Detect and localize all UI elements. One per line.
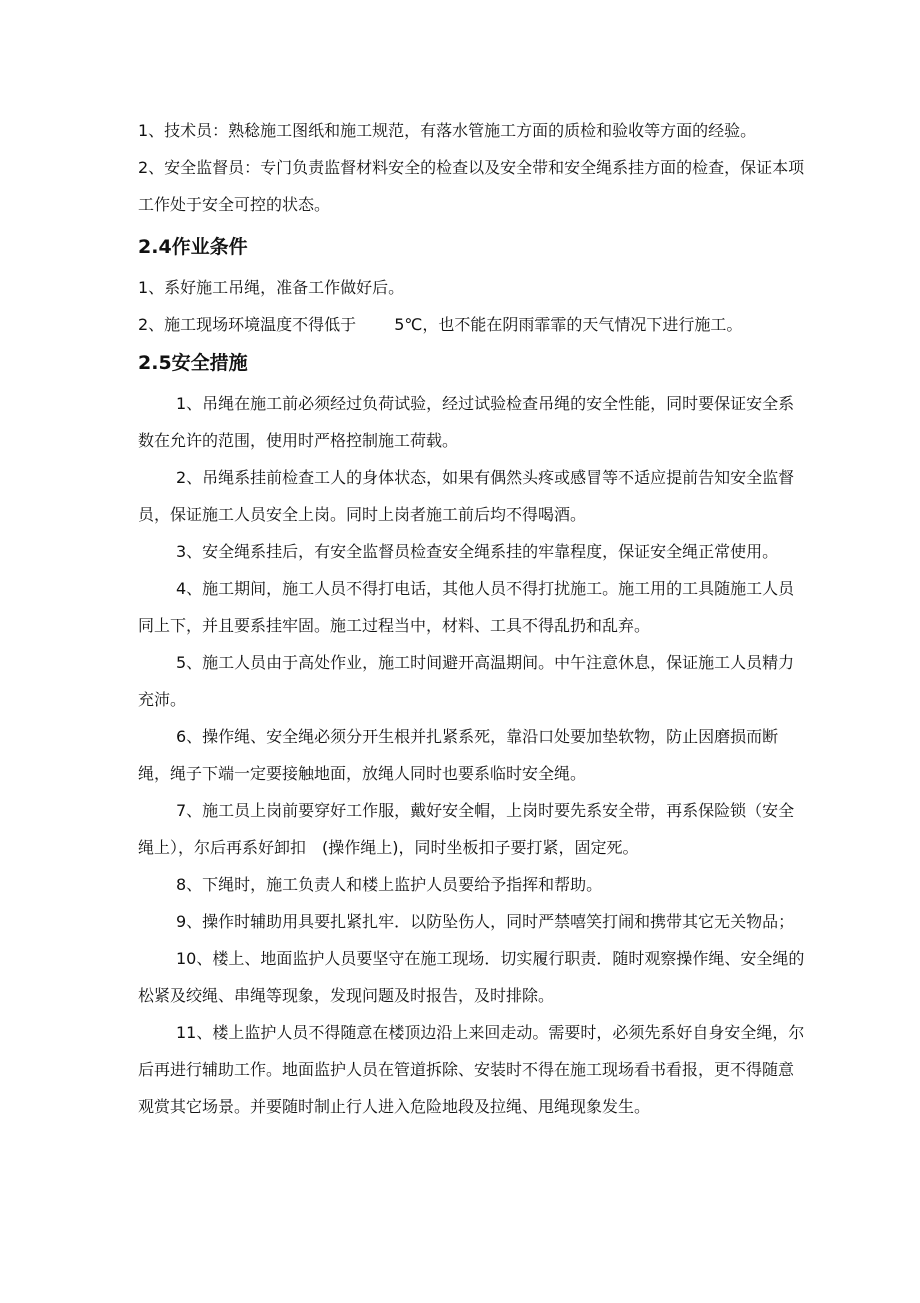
condition-item-2-part-a: 2、施工现场环境温度不得低于: [138, 315, 357, 334]
condition-item-2-part-b: 5℃，也不能在阴雨霏霏的天气情况下进行施工。: [394, 315, 743, 334]
measure-item-3: 3、安全绳系挂后，有安全监督员检查安全绳系挂的牢靠程度，保证安全绳正常使用。: [176, 542, 779, 561]
measure-item-7: 7、施工员上岗前要穿好工作服，戴好安全帽，上岗时要先系安全带，再系保险锁（安全绳上），尔后再系好卸扣 (操作绳上)，同时坐板扣子要打紧，固定死。: [138, 801, 795, 857]
section-heading-2-4: 2.4作业条件: [138, 236, 248, 258]
measure-item-6: 6、操作绳、安全绳必须分开生根并扎紧系死，靠沿口处要加垫软物，防止因磨损而断绳，绳子下端一定要接触地面，放绳人同时也要系临时安全绳。: [138, 727, 779, 783]
safety-measures-list: [138, 385, 808, 1125]
measure-item-9: 9、操作时辅助用具要扎紧扎牢．以防坠伤人，同时严禁嘻笑打闹和携带其它无关物品；: [176, 912, 795, 931]
measure-item-4: 4、施工期间，施工人员不得打电话，其他人员不得打扰施工。施工用的工具随施工人员同上下，并且要系挂牢固。施工过程当中，材料、工具不得乱扔和乱弃。: [138, 579, 795, 635]
measure-item-8: 8、下绳时，施工负责人和楼上监护人员要给予指挥和帮助。: [176, 875, 603, 894]
section-heading-2-5: 2.5安全措施: [138, 352, 248, 374]
measure-item-10: 10、楼上、地面监护人员要坚守在施工现场．切实履行职责．随时观察操作绳、安全绳的松紧及绞绳、串绳等现象，发现问题及时报告，及时排除。: [138, 949, 805, 1005]
intro-item-1: 1、技术员：熟稔施工图纸和施工规范，有落水管施工方面的质检和验收等方面的经验。: [138, 121, 757, 140]
measure-item-2: 2、吊绳系挂前检查工人的身体状态，如果有偶然头疼或感冒等不适应提前告知安全监督员，保证施工人员安全上岗。同时上岗者施工前后均不得喝酒。: [138, 468, 795, 524]
measure-item-5: 5、施工人员由于高处作业，施工时间避开高温期间。中午注意休息，保证施工人员精力充沛。: [138, 653, 795, 709]
measure-item-11: 11、楼上监护人员不得随意在楼顶边沿上来回走动。需要时，必须先系好自身安全绳，尔后再进行辅助工作。地面监护人员在管道拆除、安装时不得在施工现场看书看报，更不得随意观赏其它场景。并要随时制止行人进入危险地段及拉绳、甩绳现象发生。: [138, 1023, 805, 1116]
measure-item-1: 1、吊绳在施工前必须经过负荷试验，经过试验检查吊绳的安全性能，同时要保证安全系数在允许的范围，使用时严格控制施工荷载。: [138, 394, 795, 450]
condition-item-2: [138, 306, 808, 343]
condition-item-1: 1、系好施工吊绳，准备工作做好后。: [138, 278, 405, 297]
intro-item-2: 2、安全监督员：专门负责监督材料安全的检查以及安全带和安全绳系挂方面的检查，保证本项工作处于安全可控的状态。: [138, 158, 805, 214]
document-body: [138, 112, 808, 1125]
